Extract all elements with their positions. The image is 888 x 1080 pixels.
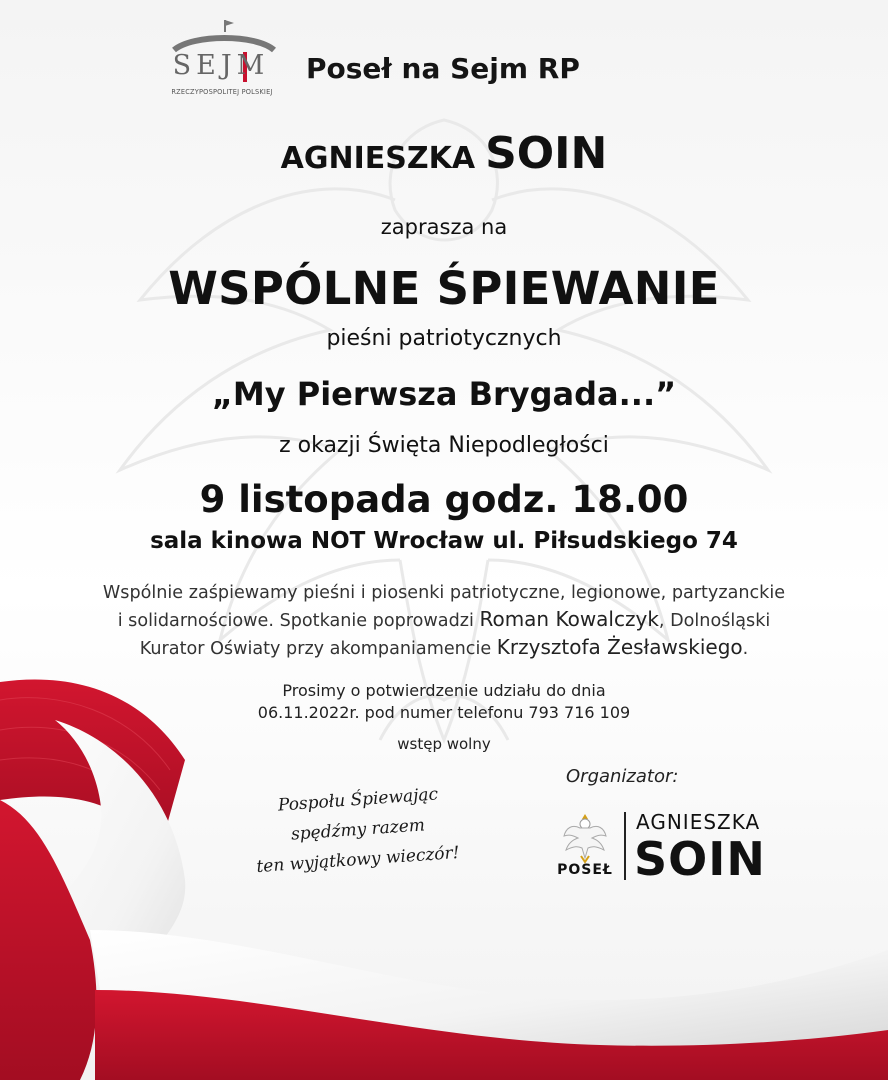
sejm-logo-subtitle: RZECZYPOSPOLITEJ POLSKIEJ: [171, 88, 273, 96]
organizer-first-name: AGNIESZKA: [636, 810, 761, 834]
slogan-line-2: spędźmy razem: [290, 815, 426, 845]
description-line-3: [0, 634, 888, 662]
description-text: i solidarnościowe. Spotkanie poprowadzi: [117, 611, 474, 631]
description-text: , Dolnośląski: [658, 611, 771, 631]
invites-to: zaprasza na: [380, 215, 508, 239]
event-description: [0, 580, 888, 662]
host-last-name: SOIN: [485, 128, 608, 179]
slogan-line-1: Pospołu Śpiewając: [277, 784, 439, 816]
sejm-logo-letters: SEJM: [172, 50, 270, 81]
host-of-meeting-name: Roman Kowalczyk: [479, 607, 659, 631]
organizer-last-name: SOIN: [634, 832, 766, 886]
slogan-line-3: ten wyjątkowy wieczór!: [255, 842, 461, 878]
event-venue: sala kinowa NOT Wrocław ul. Piłsudskiego 74: [150, 528, 738, 554]
organizer-label: Organizator:: [566, 766, 679, 787]
description-line-1: Wspólnie zaśpiewamy pieśni i piosenki patriotyczne, legionowe, partyzanckie: [102, 583, 786, 603]
description-text: Kurator Oświaty przy akompaniamencie: [139, 639, 492, 659]
host-first-name: AGNIESZKA: [280, 141, 476, 176]
eagle-emblem-icon: [562, 810, 608, 864]
event-occasion: z okazji Święta Niepodległości: [279, 433, 609, 458]
organizer-divider: [624, 812, 626, 880]
description-text: .: [742, 639, 749, 659]
free-entry-note: wstęp wolny: [397, 735, 491, 753]
rsvp-line-1: Prosimy o potwierdzenie udziału do dnia: [282, 681, 606, 700]
role-title: Poseł na Sejm RP: [306, 52, 580, 85]
organizer-posel-label: POSEŁ: [557, 862, 613, 878]
flag-ribbon-red-bottom: [0, 800, 97, 1080]
event-datetime: 9 listopada godz. 18.00: [199, 478, 689, 521]
host-name: [0, 128, 888, 179]
description-line-2: [0, 606, 888, 634]
event-subheadline: pieśni patriotycznych: [326, 326, 562, 351]
song-title: „My Pierwsza Brygada...”: [211, 375, 677, 413]
rsvp-line-2: 06.11.2022r. pod numer telefonu 793 716 109: [257, 703, 631, 722]
event-headline: WSPÓLNE ŚPIEWANIE: [168, 262, 720, 315]
rsvp-info: [0, 680, 888, 724]
accompanist-name: Krzysztofa Żesławskiego: [496, 635, 743, 659]
